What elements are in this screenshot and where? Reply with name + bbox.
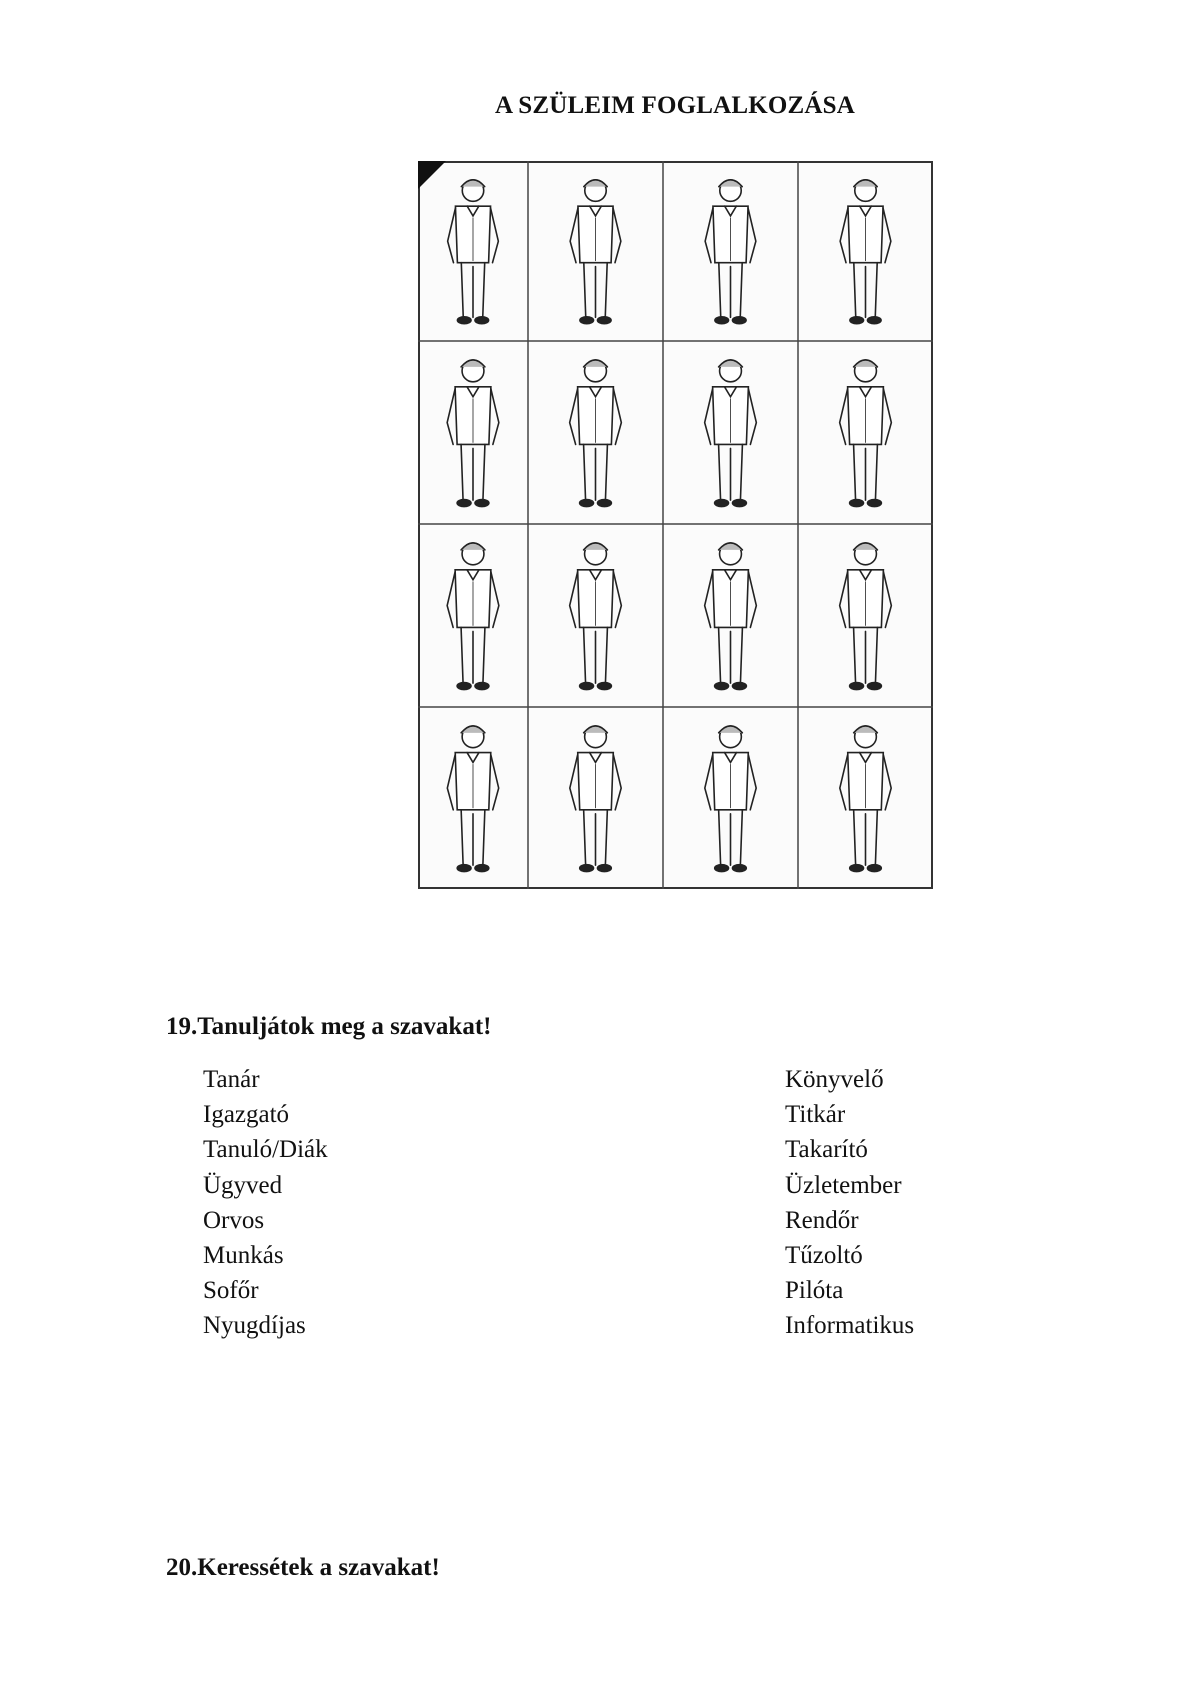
shop-assistant-icon: [570, 726, 621, 872]
singer-icon: [840, 360, 892, 507]
painter-icon: [705, 543, 757, 690]
astronaut-icon: [705, 180, 756, 324]
waitress-icon: [570, 543, 622, 690]
word-left-1: Igazgató: [203, 1101, 290, 1129]
exercise-19-heading: 19.Tanuljátok meg a szavakat!: [166, 1013, 492, 1040]
word-list-right: [785, 1062, 914, 1344]
word-left-2: Tanuló/Diák: [203, 1136, 328, 1164]
word-right-4: Rendőr: [785, 1206, 859, 1234]
word-left-4: Orvos: [203, 1206, 265, 1234]
word-right-0: Könyvelő: [785, 1066, 884, 1093]
dentist-icon: [570, 180, 621, 324]
word-right-3: Üzletember: [785, 1171, 902, 1199]
driver-icon: [840, 543, 892, 690]
word-right-5: Tűzoltó: [785, 1242, 863, 1270]
teacher-icon: [447, 543, 499, 690]
word-left-3: Ügyved: [203, 1171, 283, 1199]
occupations-illustration: [418, 161, 933, 889]
police-officer-icon: [448, 180, 499, 324]
firefighter-icon: [447, 726, 498, 872]
word-left-6: Sofőr: [203, 1277, 259, 1305]
reader-icon: [447, 360, 499, 507]
typist-icon: [840, 180, 891, 324]
mechanic-icon: [705, 360, 757, 507]
word-right-1: Titkár: [785, 1101, 846, 1129]
word-right-2: Takarító: [785, 1136, 868, 1164]
exercise-20-heading: 20.Keressétek a szavakat!: [166, 1554, 440, 1581]
word-left-7: Nyugdíjas: [203, 1312, 306, 1340]
word-left-5: Munkás: [203, 1242, 284, 1270]
word-right-6: Pilóta: [785, 1277, 844, 1305]
word-list-left: [203, 1062, 328, 1344]
page-title: A SZÜLEIM FOGLALKOZÁSA: [494, 92, 856, 119]
word-right-7: Informatikus: [785, 1312, 915, 1340]
ballerina-icon: [705, 726, 756, 872]
farmer-icon: [840, 726, 891, 872]
word-left-0: Tanár: [203, 1066, 260, 1093]
pharmacist-icon: [570, 360, 622, 507]
